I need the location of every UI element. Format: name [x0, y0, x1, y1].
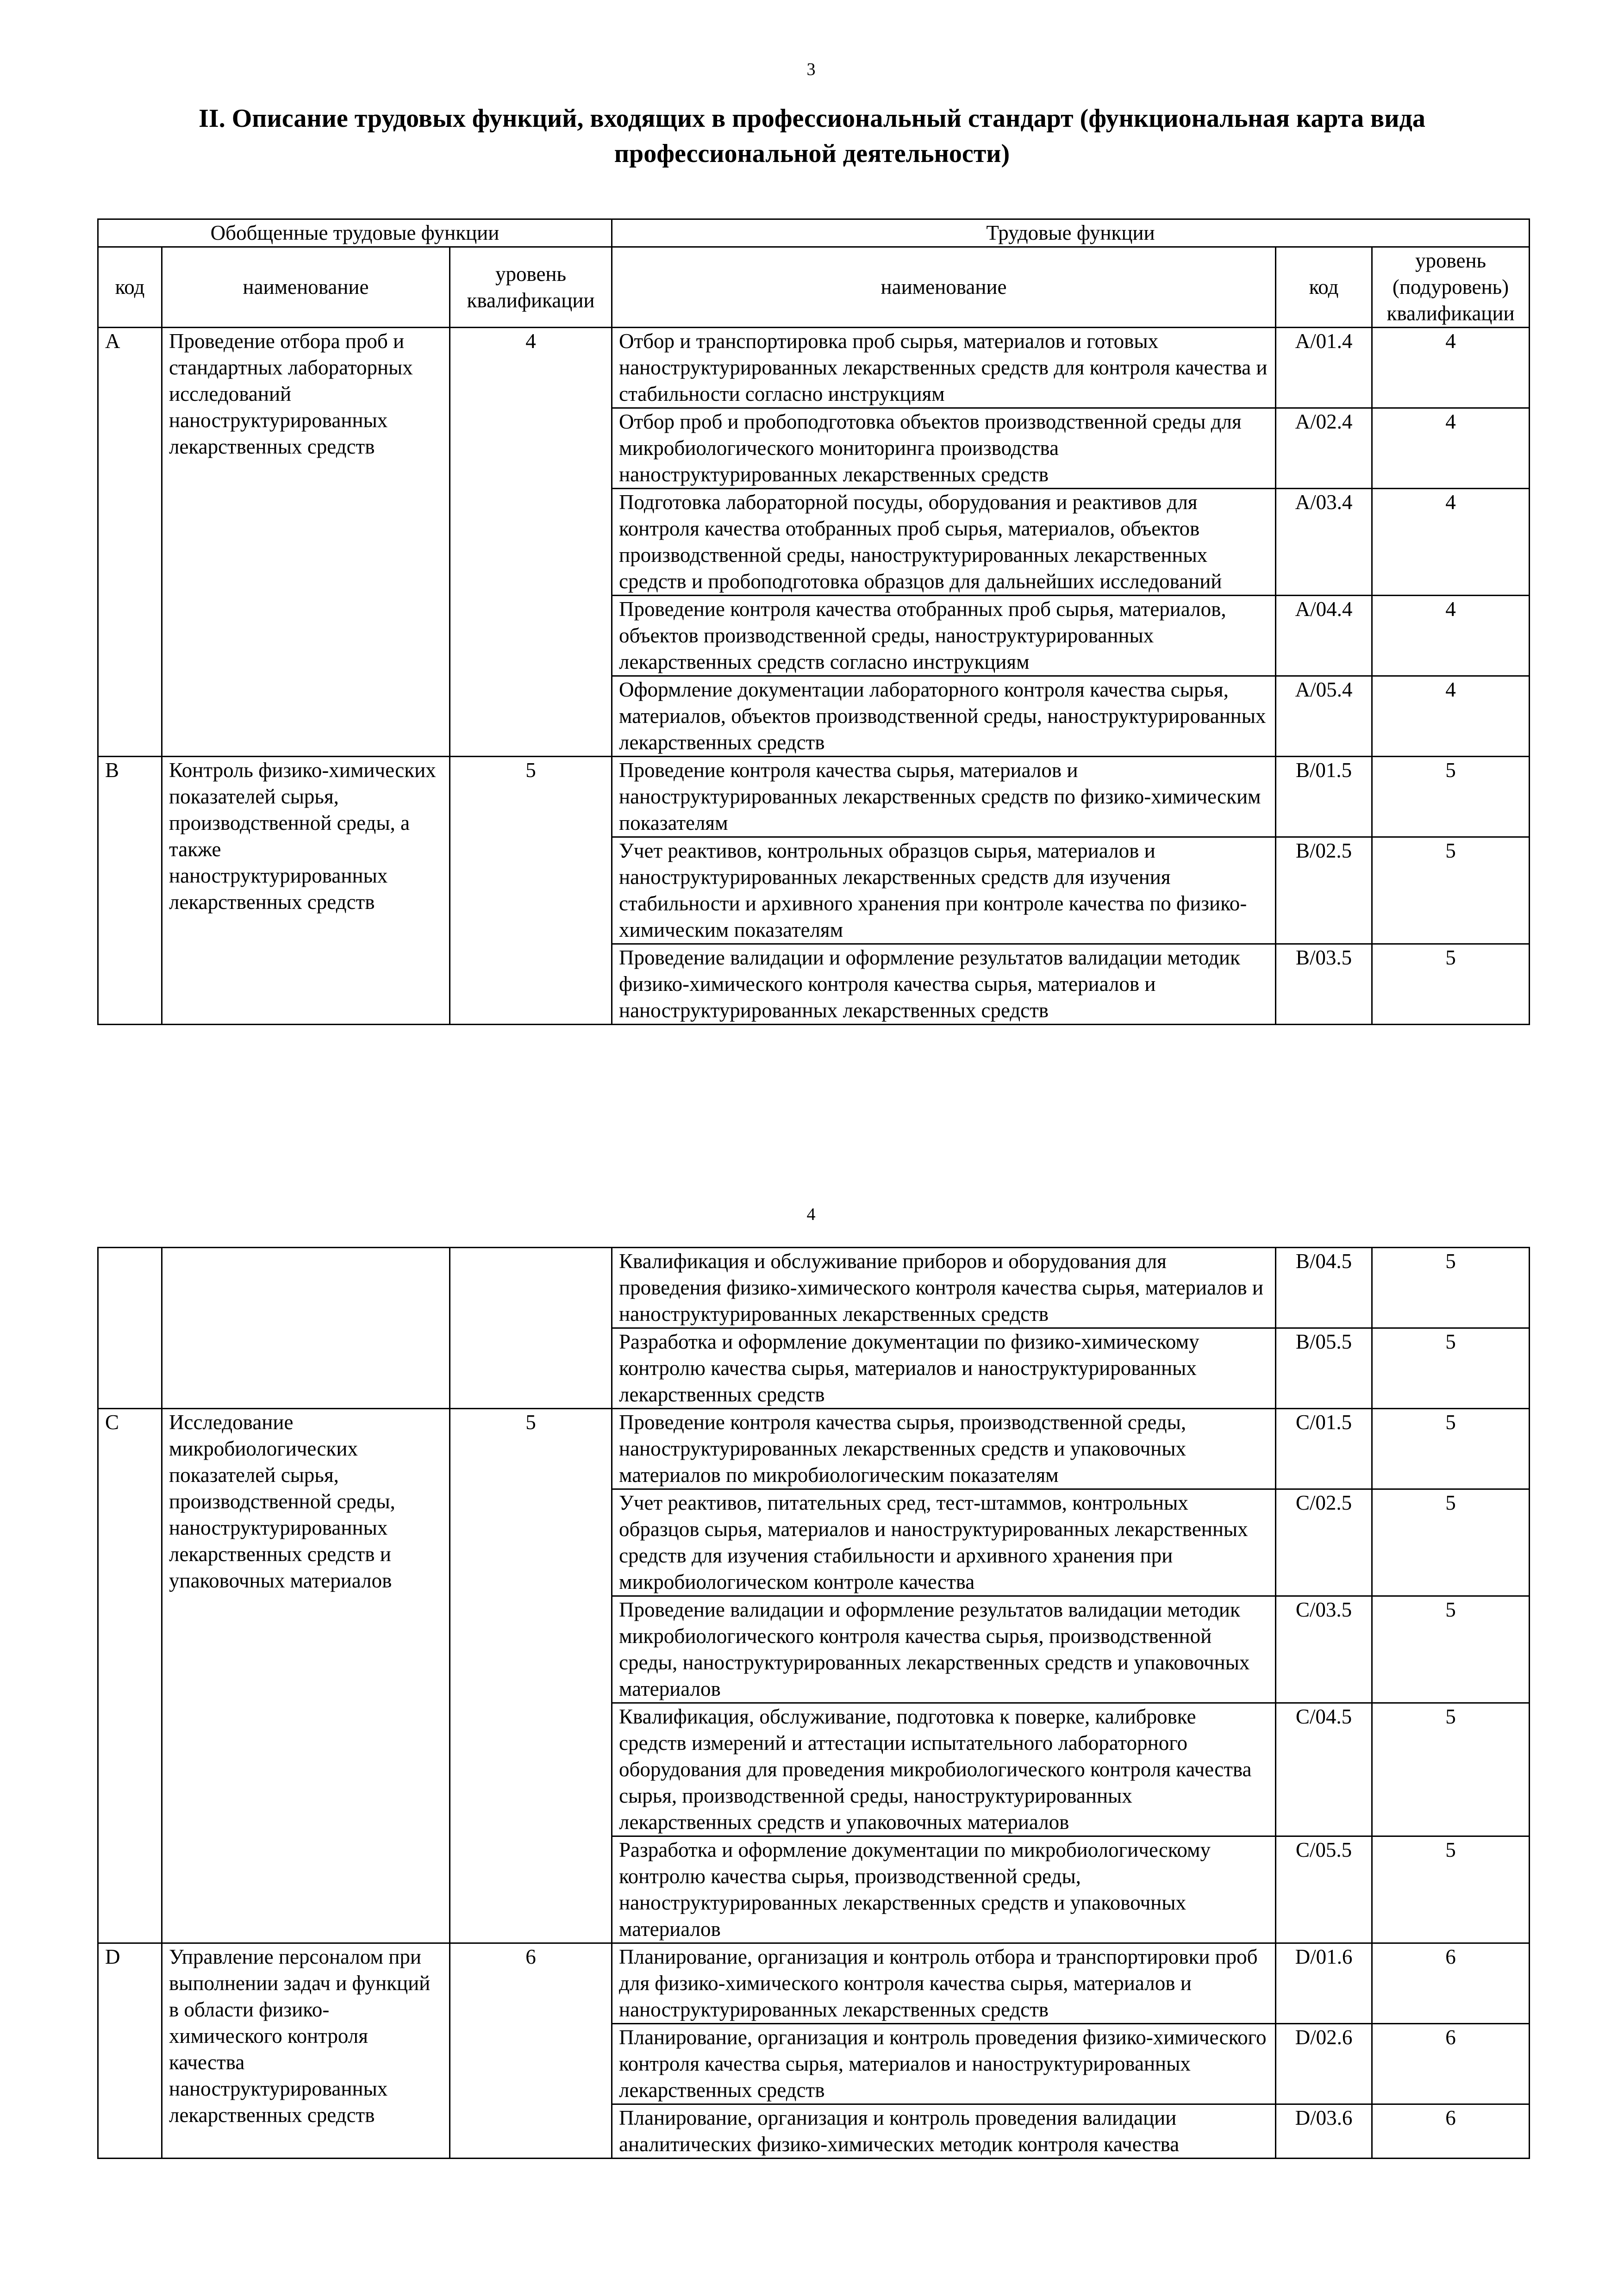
group-level-empty	[450, 1248, 612, 1409]
function-level: 5	[1372, 1836, 1530, 1943]
function-code: C/02.5	[1276, 1489, 1372, 1596]
function-level: 5	[1372, 757, 1530, 837]
function-code: B/04.5	[1276, 1248, 1372, 1328]
table-row	[98, 1943, 1530, 2024]
function-name: Оформление документации лабораторного контроля качества сырья, материалов, объектов производственной среды, наноструктурированных лекарственных средств	[612, 676, 1276, 757]
function-code: C/03.5	[1276, 1596, 1372, 1703]
function-name: Учет реактивов, питательных сред, тест-штаммов, контрольных образцов сырья, материалов и наноструктурированных лекарственных средств для изучения стабильности и архивного хранения при микробиологическом контроле качества	[612, 1489, 1276, 1596]
function-code: A/01.4	[1276, 328, 1372, 408]
function-name: Планирование, организация и контроль проведения валидации аналитических физико-химических методик контроля качества	[612, 2104, 1276, 2159]
page-number: 3	[806, 60, 816, 79]
group-level: 5	[450, 1409, 612, 1943]
header-function-code: код	[1276, 247, 1372, 328]
page-number: 4	[806, 1205, 816, 1224]
function-level: 6	[1372, 1943, 1530, 2024]
header-level: уровень квалификации	[450, 247, 612, 328]
function-level: 5	[1372, 1489, 1530, 1596]
function-name: Отбор проб и пробоподготовка объектов производственной среды для микробиологического мониторинга производства наноструктурированных лекарственных средств	[612, 408, 1276, 489]
function-code: B/03.5	[1276, 944, 1372, 1025]
table-row	[98, 328, 1530, 408]
function-level: 4	[1372, 328, 1530, 408]
table-row	[98, 1409, 1530, 1489]
function-level: 6	[1372, 2024, 1530, 2104]
function-code: A/04.4	[1276, 596, 1372, 676]
function-level: 4	[1372, 596, 1530, 676]
function-code: D/03.6	[1276, 2104, 1372, 2159]
function-name: Учет реактивов, контрольных образцов сырья, материалов и наноструктурированных лекарственных средств для изучения стабильности и архивного хранения при контроле качества по физико-химическим показателям	[612, 837, 1276, 944]
header-row-sub	[98, 247, 1530, 328]
function-name: Проведение контроля качества сырья, производственной среды, наноструктурированных лекарственных средств и упаковочных материалов по микробиологическим показателям	[612, 1409, 1276, 1489]
function-code: D/02.6	[1276, 2024, 1372, 2104]
group-name: Контроль физико-химических показателей сырья, производственной среды, а также наноструктурированных лекарственных средств	[162, 757, 450, 1025]
table-row	[98, 757, 1530, 837]
function-level: 5	[1372, 1409, 1530, 1489]
group-level: 4	[450, 328, 612, 757]
group-level: 5	[450, 757, 612, 1025]
header-sublevel: уровень (подуровень) квалификации	[1372, 247, 1530, 328]
function-name: Проведение контроля качества отобранных проб сырья, материалов, объектов производственной среды, наноструктурированных лекарственных средств согласно инструкциям	[612, 596, 1276, 676]
header-labor-functions: Трудовые функции	[612, 219, 1530, 247]
function-name: Разработка и оформление документации по микробиологическому контролю качества сырья, производственной среды, наноструктурированных лекарственных средств и упаковочных материалов	[612, 1836, 1276, 1943]
function-name: Проведение валидации и оформление результатов валидации методик микробиологического контроля качества сырья, производственной среды, наноструктурированных лекарственных средств и упаковочных материалов	[612, 1596, 1276, 1703]
function-name: Проведение валидации и оформление результатов валидации методик физико-химического контроля качества сырья, материалов и наноструктурированных лекарственных средств	[612, 944, 1276, 1025]
table-row	[98, 1248, 1530, 1328]
function-name: Планирование, организация и контроль отбора и транспортировки проб для физико-химического контроля качества сырья, материалов и наноструктурированных лекарственных средств	[612, 1943, 1276, 2024]
function-level: 5	[1372, 837, 1530, 944]
function-code: A/02.4	[1276, 408, 1372, 489]
function-code: D/01.6	[1276, 1943, 1372, 2024]
header-function-name: наименование	[612, 247, 1276, 328]
functional-map-table-page-3	[97, 218, 1530, 1025]
group-name: Управление персоналом при выполнении задач и функций в области физико-химического контроля качества наноструктурированных лекарственных средств	[162, 1943, 450, 2159]
function-level: 5	[1372, 1248, 1530, 1328]
function-level: 5	[1372, 1596, 1530, 1703]
group-name: Исследование микробиологических показателей сырья, производственной среды, наноструктурированных лекарственных средств и упаковочных материалов	[162, 1409, 450, 1943]
functional-map-table-page-4	[97, 1247, 1530, 2159]
function-name: Квалификация и обслуживание приборов и оборудования для проведения физико-химического контроля качества сырья, материалов и наноструктурированных лекарственных средств	[612, 1248, 1276, 1328]
function-code: C/04.5	[1276, 1703, 1372, 1836]
header-name: наименование	[162, 247, 450, 328]
group-code: D	[98, 1943, 162, 2159]
header-generalized-functions: Обобщенные трудовые функции	[98, 219, 612, 247]
group-code: A	[98, 328, 162, 757]
function-name: Подготовка лабораторной посуды, оборудования и реактивов для контроля качества отобранных проб сырья, материалов, объектов производственной среды, наноструктурированных лекарственных средств и пробоподготовка образцов для дальнейших исследований	[612, 489, 1276, 596]
function-level: 6	[1372, 2104, 1530, 2159]
group-code: C	[98, 1409, 162, 1943]
section-title: II. Описание трудовых функций, входящих в профессиональный стандарт (функциональная карта вида профессиональной деятельности)	[199, 104, 1425, 168]
function-code: B/05.5	[1276, 1328, 1372, 1409]
function-code: A/05.4	[1276, 676, 1372, 757]
group-code-empty	[98, 1248, 162, 1409]
function-level: 4	[1372, 676, 1530, 757]
group-code: B	[98, 757, 162, 1025]
function-level: 4	[1372, 489, 1530, 596]
header-code: код	[98, 247, 162, 328]
function-code: B/01.5	[1276, 757, 1372, 837]
function-name: Отбор и транспортировка проб сырья, материалов и готовых наноструктурированных лекарственных средств для контроля качества и стабильности согласно инструкциям	[612, 328, 1276, 408]
group-name: Проведение отбора проб и стандартных лабораторных исследований наноструктурированных лекарственных средств	[162, 328, 450, 757]
function-code: C/05.5	[1276, 1836, 1372, 1943]
function-level: 5	[1372, 1703, 1530, 1836]
function-code: C/01.5	[1276, 1409, 1372, 1489]
function-name: Проведение контроля качества сырья, материалов и наноструктурированных лекарственных средств по физико-химическим показателям	[612, 757, 1276, 837]
function-name: Квалификация, обслуживание, подготовка к поверке, калибровке средств измерений и аттестации испытательного лабораторного оборудования для проведения микробиологического контроля качества сырья, производственной среды, наноструктурированных лекарственных средств и упаковочных материалов	[612, 1703, 1276, 1836]
function-level: 4	[1372, 408, 1530, 489]
function-code: A/03.4	[1276, 489, 1372, 596]
function-code: B/02.5	[1276, 837, 1372, 944]
function-level: 5	[1372, 944, 1530, 1025]
group-level: 6	[450, 1943, 612, 2159]
function-level: 5	[1372, 1328, 1530, 1409]
function-name: Разработка и оформление документации по физико-химическому контролю качества сырья, материалов и наноструктурированных лекарственных средств	[612, 1328, 1276, 1409]
function-name: Планирование, организация и контроль проведения физико-химического контроля качества сырья, материалов и наноструктурированных лекарственных средств	[612, 2024, 1276, 2104]
header-row-top	[98, 219, 1530, 247]
group-name-empty	[162, 1248, 450, 1409]
